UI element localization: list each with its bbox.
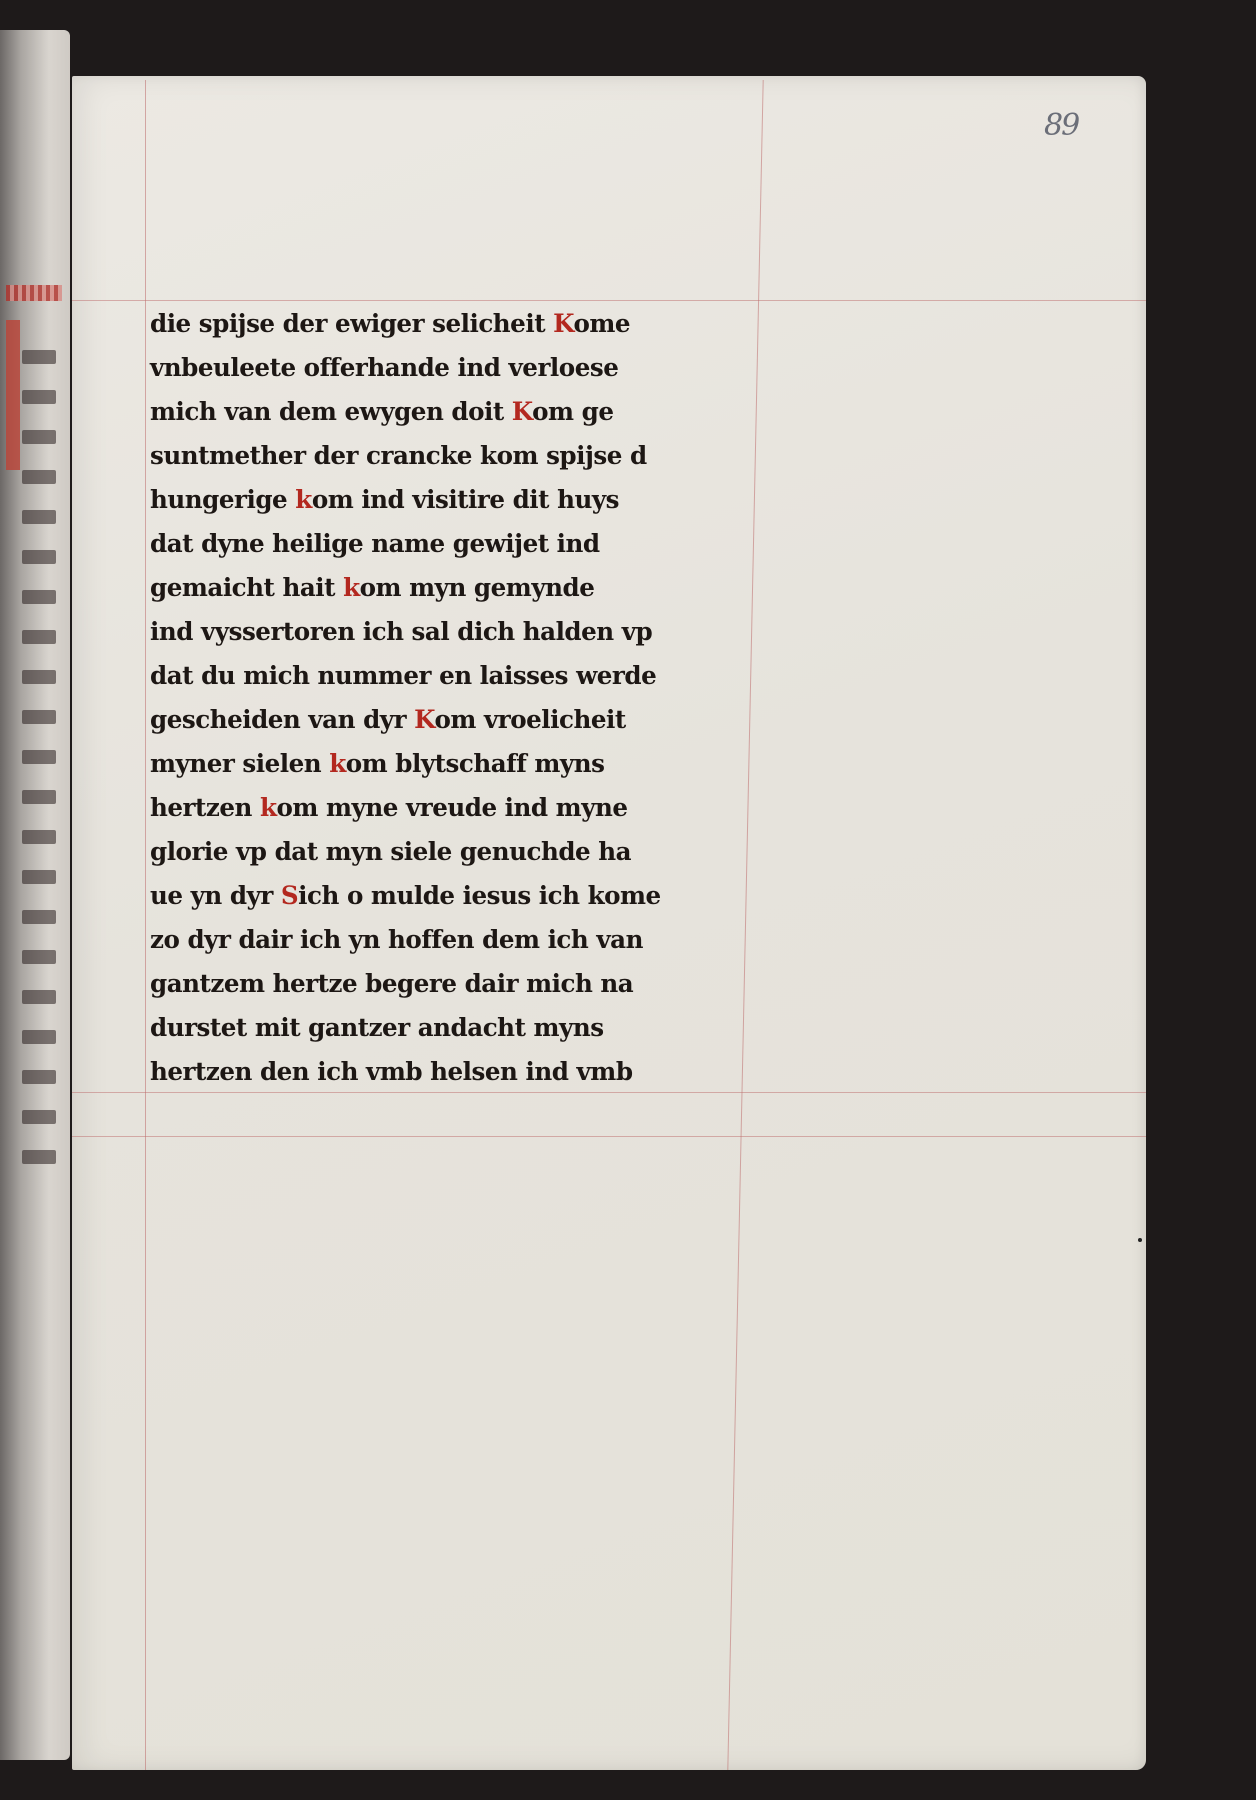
text-line xyxy=(150,962,750,1006)
text-segment: om ge xyxy=(532,397,614,426)
text-line xyxy=(150,390,750,434)
facing-page-text xyxy=(22,470,56,484)
text-segment: om myne vreude ind myne xyxy=(276,793,628,822)
ruling-line-bottom-2 xyxy=(72,1136,1146,1137)
folio-number: 89 xyxy=(1044,108,1079,143)
text-segment: om ind visitire dit huys xyxy=(311,485,619,514)
text-segment: hertzen xyxy=(150,793,260,822)
facing-page-text xyxy=(22,430,56,444)
rubricated-initial: k xyxy=(343,573,360,602)
facing-page-text xyxy=(22,550,56,564)
rubricated-initial: K xyxy=(414,705,435,734)
text-line xyxy=(150,654,750,698)
facing-page-text xyxy=(22,1150,56,1164)
text-segment: hungerige xyxy=(150,485,296,514)
facing-page-text xyxy=(22,510,56,524)
facing-page-text xyxy=(22,1110,56,1124)
facing-page-text xyxy=(22,910,56,924)
text-segment: om vroelicheit xyxy=(434,705,626,734)
ruling-line-top xyxy=(72,300,1146,301)
facing-page-text xyxy=(22,1030,56,1044)
text-segment: ind vyssertoren ich sal dich halden vp xyxy=(150,617,653,646)
text-segment: zo dyr dair ich yn hoffen dem ich van xyxy=(150,925,643,954)
facing-page-text xyxy=(22,750,56,764)
facing-page-text xyxy=(22,830,56,844)
text-segment: suntmether der crancke kom spijse d xyxy=(150,441,647,470)
text-line xyxy=(150,566,750,610)
text-line xyxy=(150,786,750,830)
rubricated-initial: S xyxy=(280,881,299,910)
facing-page-text xyxy=(22,390,56,404)
text-segment: mich van dem ewygen doit xyxy=(150,397,512,426)
facing-page-text xyxy=(22,670,56,684)
text-segment: durstet mit gantzer andacht myns xyxy=(150,1013,604,1042)
text-segment: om myn gemynde xyxy=(359,573,595,602)
text-segment: vnbeuleete offerhande ind verloese xyxy=(150,353,619,382)
text-segment: gemaicht hait xyxy=(150,573,344,602)
text-line xyxy=(150,610,750,654)
text-segment: die spijse der ewiger selicheit xyxy=(150,309,554,338)
text-segment: gescheiden van dyr xyxy=(150,705,415,734)
facing-page-text xyxy=(22,710,56,724)
text-segment: om blytschaff myns xyxy=(345,749,605,778)
text-line xyxy=(150,302,750,346)
ink-speck xyxy=(1138,1238,1142,1242)
rubricated-initial: K xyxy=(511,397,533,426)
text-segment: ome xyxy=(573,309,631,338)
rubricated-initial: K xyxy=(553,309,574,338)
facing-page-rubric xyxy=(6,285,62,301)
facing-page-initial xyxy=(6,320,20,470)
text-block xyxy=(150,302,760,1094)
facing-page-text xyxy=(22,1070,56,1084)
text-line xyxy=(150,830,750,874)
text-line xyxy=(150,874,750,918)
text-segment: gantzem hertze begere dair mich na xyxy=(150,969,634,998)
facing-page-text xyxy=(22,350,56,364)
text-segment: ich o mulde iesus ich kome xyxy=(298,881,661,910)
text-line xyxy=(150,522,750,566)
text-segment: ue yn dyr xyxy=(150,881,281,910)
text-line xyxy=(150,478,750,522)
facing-page-text xyxy=(22,630,56,644)
facing-page-text xyxy=(22,790,56,804)
rubricated-initial: k xyxy=(295,485,312,514)
text-segment: dat dyne heilige name gewijet ind xyxy=(150,529,600,558)
text-line xyxy=(150,742,750,786)
facing-page-text xyxy=(22,950,56,964)
text-line xyxy=(150,1050,750,1094)
facing-page-text xyxy=(22,990,56,1004)
rubricated-initial: k xyxy=(329,749,346,778)
text-line xyxy=(150,346,750,390)
text-segment: hertzen den ich vmb helsen ind vmb xyxy=(150,1057,633,1086)
text-line xyxy=(150,918,750,962)
text-segment: myner sielen xyxy=(150,749,330,778)
facing-page-edge xyxy=(0,30,70,1760)
text-line xyxy=(150,434,750,478)
facing-page-text xyxy=(22,590,56,604)
ruling-line-left xyxy=(145,80,146,1770)
text-line xyxy=(150,1006,750,1050)
text-segment: dat du mich nummer en laisses werde xyxy=(150,661,657,690)
text-segment: glorie vp dat myn siele genuchde ha xyxy=(150,837,632,866)
rubricated-initial: k xyxy=(259,793,277,822)
text-line xyxy=(150,698,750,742)
facing-page-text xyxy=(22,870,56,884)
